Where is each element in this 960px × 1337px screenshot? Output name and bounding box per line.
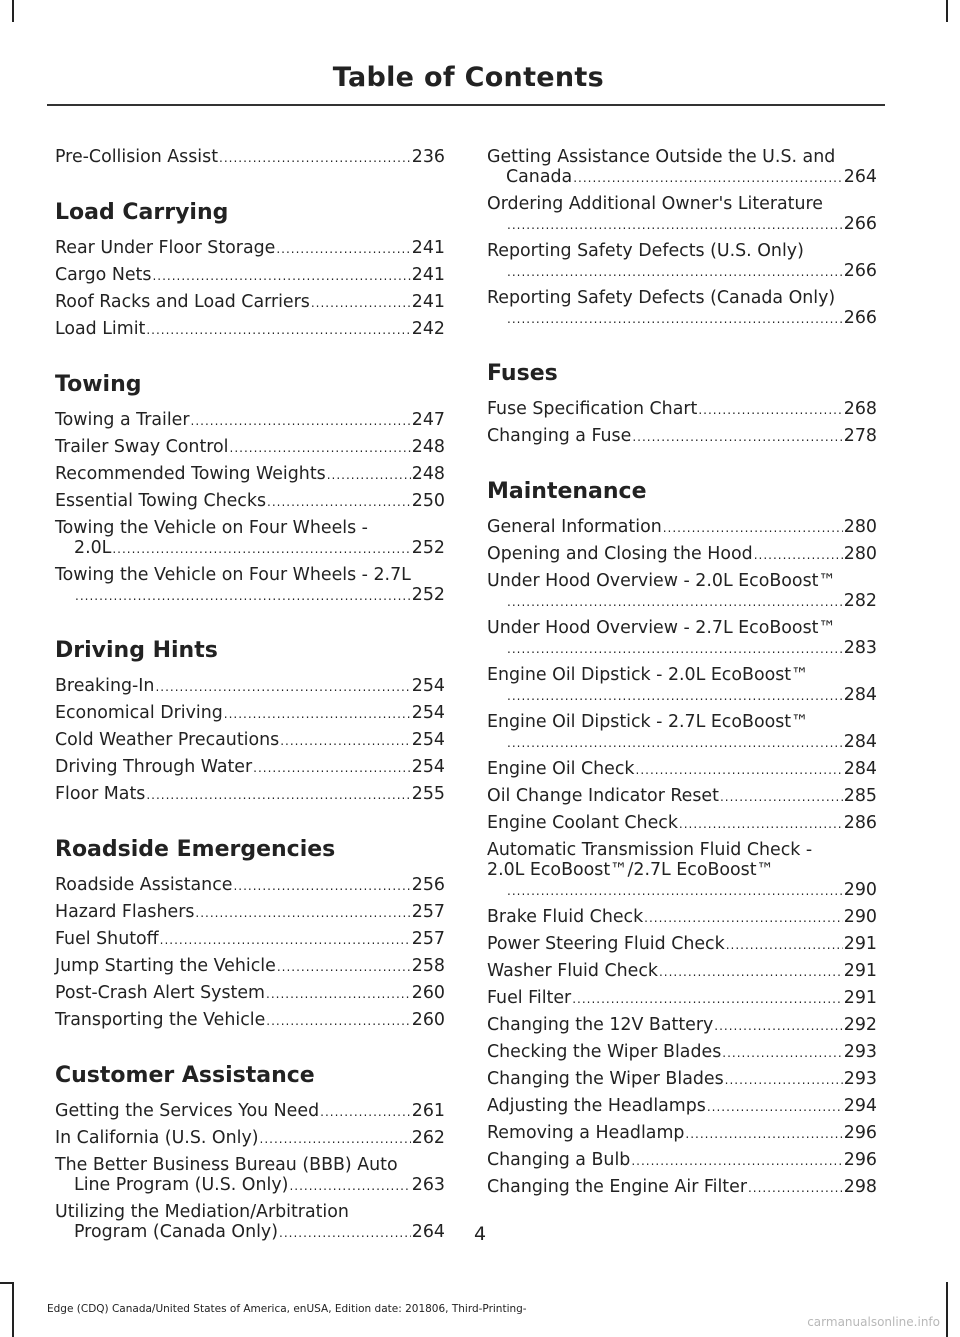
toc-page-number: 292 [843, 1015, 877, 1035]
dot-leader [748, 1178, 843, 1198]
toc-right-column [487, 147, 877, 1204]
toc-entry-title-line: Load Limit [55, 319, 146, 339]
toc-page-number: 262 [411, 1128, 445, 1148]
toc-entry-title-line: Breaking-In [55, 676, 155, 696]
toc-entry-title-line: Engine Oil Dipstick - 2.0L EcoBoost™ [487, 665, 809, 685]
dot-leader [277, 957, 411, 977]
crop-mark-top-left-vertical [12, 0, 14, 22]
dot-leader [191, 411, 411, 431]
section-heading: Load Carrying [55, 200, 229, 225]
toc-entry-title-line: Recommended Towing Weights [55, 464, 326, 484]
toc-page-number: 268 [843, 399, 877, 419]
toc-page-number: 290 [843, 880, 877, 900]
toc-entry[interactable] [487, 571, 877, 612]
toc-entry-title-line: Pre-Collision Assist [55, 147, 219, 167]
dot-leader [725, 1070, 843, 1090]
toc-page-number: 236 [411, 147, 445, 167]
toc-page-number: 296 [843, 1123, 877, 1143]
toc-entry[interactable] [487, 1150, 877, 1171]
toc-page-number: 266 [843, 214, 877, 234]
toc-entry-title-line: Program (Canada Only) [74, 1222, 279, 1242]
toc-entry-title-line: Engine Oil Dipstick - 2.7L EcoBoost™ [487, 712, 809, 732]
toc-entry[interactable] [487, 934, 877, 955]
toc-page-number: 293 [843, 1042, 877, 1062]
dot-leader [112, 539, 410, 559]
toc-page-number: 294 [843, 1096, 877, 1116]
toc-entry-title-line: Engine Oil Check [487, 759, 635, 779]
toc-entry-title-line: Towing the Vehicle on Four Wheels - 2.7L [55, 565, 411, 585]
toc-page-number: 284 [843, 685, 877, 705]
dot-leader [573, 168, 843, 188]
dot-leader [289, 1176, 410, 1196]
toc-page-number: 264 [411, 1222, 445, 1242]
toc-entry[interactable] [487, 1015, 877, 1036]
page-number: 4 [473, 1223, 487, 1245]
toc-entry[interactable] [55, 875, 445, 896]
toc-entry[interactable] [55, 956, 445, 977]
dot-leader [152, 266, 410, 286]
toc-page-number: 247 [411, 410, 445, 430]
toc-entry[interactable] [487, 399, 877, 420]
dot-leader [146, 785, 410, 805]
toc-entry-title-line: Reporting Safety Defects (Canada Only) [487, 288, 836, 308]
toc-page-number: 242 [411, 319, 445, 339]
toc-page-number: 257 [411, 929, 445, 949]
toc-entry[interactable] [55, 147, 445, 168]
toc-entry[interactable] [487, 288, 877, 329]
toc-page-number: 266 [843, 308, 877, 328]
dot-leader [631, 1151, 842, 1171]
toc-entry[interactable] [55, 1128, 445, 1149]
toc-entry[interactable] [55, 518, 445, 559]
toc-entry-title-line: Fuel Filter [487, 988, 572, 1008]
toc-page-number: 254 [411, 757, 445, 777]
toc-page-number: 296 [843, 1150, 877, 1170]
toc-entry-title-line: Oil Change Indicator Reset [487, 786, 719, 806]
dot-leader [507, 639, 843, 659]
toc-entry[interactable] [487, 618, 877, 659]
toc-entry-title-line: Brake Fluid Check [487, 907, 644, 927]
dot-leader [685, 1124, 842, 1144]
dot-leader [155, 677, 410, 697]
toc-entry-title-line: Canada [506, 167, 573, 187]
toc-entry[interactable] [487, 665, 877, 706]
toc-entry[interactable] [55, 703, 445, 724]
toc-entry-title-line: Rear Under Floor Storage [55, 238, 276, 258]
dot-leader [311, 293, 411, 313]
toc-page-number: 284 [843, 732, 877, 752]
toc-entry-title-line: Washer Fluid Check [487, 961, 658, 981]
toc-entry-title-line: In California (U.S. Only) [55, 1128, 259, 1148]
toc-entry[interactable] [55, 464, 445, 485]
toc-entry[interactable] [487, 813, 877, 834]
dot-leader [260, 1129, 411, 1149]
toc-entry-title-line: Opening and Closing the Hood [487, 544, 753, 564]
toc-left-column [55, 147, 445, 1249]
section-heading: Maintenance [487, 479, 647, 504]
toc-entry-title-line: Transporting the Vehicle [55, 1010, 266, 1030]
toc-entry-title-line: Cold Weather Precautions [55, 730, 280, 750]
toc-entry[interactable] [487, 1096, 877, 1117]
toc-page-number: 291 [843, 988, 877, 1008]
toc-entry[interactable] [55, 491, 445, 512]
toc-page-number: 290 [843, 907, 877, 927]
toc-entry-title-line: Cargo Nets [55, 265, 152, 285]
toc-page-number: 241 [411, 265, 445, 285]
footer-edition-text: Edge (CDQ) Canada/United States of America, enUSA, Edition date: 201806, Third-Printing- [47, 1303, 527, 1315]
dot-leader [754, 545, 843, 565]
dot-leader [507, 262, 843, 282]
dot-leader [195, 903, 410, 923]
dot-leader [507, 686, 843, 706]
toc-entry-title-line: Towing a Trailer [55, 410, 190, 430]
dot-leader [507, 733, 843, 753]
toc-entry[interactable] [55, 565, 445, 606]
toc-page-number: 250 [411, 491, 445, 511]
toc-page-number: 264 [843, 167, 877, 187]
toc-page-number: 291 [843, 934, 877, 954]
dot-leader [507, 592, 843, 612]
dot-leader [267, 492, 411, 512]
dot-leader [280, 731, 411, 751]
toc-entry[interactable] [55, 410, 445, 431]
toc-entry[interactable] [487, 517, 877, 538]
dot-leader [572, 989, 843, 1009]
toc-entry-title-line: Post-Crash Alert System [55, 983, 265, 1003]
crop-mark-top-right-vertical [946, 0, 948, 22]
toc-entry-title-line: Fuel Shutoff [55, 929, 159, 949]
dot-leader [507, 215, 843, 235]
toc-entry[interactable] [487, 759, 877, 780]
dot-leader [720, 787, 843, 807]
toc-entry-title-line: Towing the Vehicle on Four Wheels - [55, 518, 368, 538]
toc-page-number: 284 [843, 759, 877, 779]
toc-entry[interactable] [55, 730, 445, 751]
toc-entry-title-line: Automatic Transmission Fluid Check - [487, 840, 813, 860]
dot-leader [679, 814, 843, 834]
toc-entry[interactable] [55, 437, 445, 458]
toc-page-number: 286 [843, 813, 877, 833]
toc-page-number: 260 [411, 983, 445, 1003]
dot-leader [722, 1043, 843, 1063]
toc-page-number: 248 [411, 437, 445, 457]
section-heading: Towing [55, 372, 142, 397]
toc-entry[interactable] [55, 292, 445, 313]
toc-entry-title-line: Power Steering Fluid Check [487, 934, 725, 954]
dot-leader [233, 876, 410, 896]
toc-entry-title-line: Jump Starting the Vehicle [55, 956, 276, 976]
toc-page-number: 254 [411, 676, 445, 696]
dot-leader [698, 400, 842, 420]
toc-entry-title-line: Floor Mats [55, 784, 146, 804]
toc-entry[interactable] [55, 902, 445, 923]
dot-leader [644, 908, 843, 928]
toc-entry-title-line: Ordering Additional Owner's Literature [487, 194, 823, 214]
toc-entry[interactable] [487, 786, 877, 807]
toc-page-number: 280 [843, 544, 877, 564]
dot-leader [327, 465, 411, 485]
toc-entry-title-line: Changing the Wiper Blades [487, 1069, 724, 1089]
watermark-text: carmanualsonline.info [807, 1315, 940, 1329]
dot-leader [75, 586, 411, 606]
toc-page-number: 258 [411, 956, 445, 976]
toc-page-number: 254 [411, 703, 445, 723]
toc-entry[interactable] [487, 426, 877, 447]
toc-entry[interactable] [487, 1177, 877, 1198]
section-heading: Driving Hints [55, 638, 218, 663]
dot-leader [714, 1016, 843, 1036]
dot-leader [146, 320, 410, 340]
toc-entry[interactable] [55, 676, 445, 697]
dot-leader [659, 962, 843, 982]
toc-entry[interactable] [487, 1123, 877, 1144]
toc-entry-title-line: Utilizing the Mediation/Arbitration [55, 1202, 349, 1222]
toc-entry[interactable] [55, 983, 445, 1004]
toc-page-number: 298 [843, 1177, 877, 1197]
toc-entry[interactable] [487, 1042, 877, 1063]
toc-entry-title-line: Adjusting the Headlamps [487, 1096, 706, 1116]
toc-page-number: 278 [843, 426, 877, 446]
toc-entry[interactable] [487, 1069, 877, 1090]
toc-page-number: 291 [843, 961, 877, 981]
dot-leader [230, 438, 411, 458]
section-heading: Customer Assistance [55, 1063, 315, 1088]
toc-entry-title-line: Reporting Safety Defects (U.S. Only) [487, 241, 804, 261]
toc-entry-title-line: Trailer Sway Control [55, 437, 229, 457]
section-heading: Roadside Emergencies [55, 837, 336, 862]
toc-entry-title-line: The Better Business Bureau (BBB) Auto [55, 1155, 398, 1175]
dot-leader [707, 1097, 843, 1117]
dot-leader [160, 930, 411, 950]
section-heading: Fuses [487, 361, 558, 386]
toc-entry[interactable] [55, 784, 445, 805]
toc-entry[interactable] [487, 544, 877, 565]
toc-page-number: 263 [411, 1175, 445, 1195]
toc-entry-title-line: Engine Coolant Check [487, 813, 678, 833]
toc-entry[interactable] [487, 988, 877, 1009]
toc-page-number: 280 [843, 517, 877, 537]
toc-page-number: 252 [411, 538, 445, 558]
toc-entry-title-line: Under Hood Overview - 2.0L EcoBoost™ [487, 571, 836, 591]
toc-page-number: 282 [843, 591, 877, 611]
toc-entry-title-line: Under Hood Overview - 2.7L EcoBoost™ [487, 618, 836, 638]
toc-entry[interactable] [487, 907, 877, 928]
toc-entry[interactable] [487, 147, 877, 188]
toc-entry-title-line: General Information [487, 517, 662, 537]
toc-entry-title-line: Getting the Services You Need [55, 1101, 320, 1121]
dot-leader [663, 518, 843, 538]
dot-leader [219, 148, 411, 168]
dot-leader [224, 704, 411, 724]
toc-entry[interactable] [55, 1010, 445, 1031]
toc-entry-title-line: Hazard Flashers [55, 902, 195, 922]
toc-entry[interactable] [55, 319, 445, 340]
toc-page-number: 293 [843, 1069, 877, 1089]
toc-entry-title-line: Changing a Bulb [487, 1150, 631, 1170]
toc-entry-title-line: 2.0L EcoBoost™/2.7L EcoBoost™ [487, 860, 774, 880]
dot-leader [507, 309, 843, 329]
toc-entry-title-line: Essential Towing Checks [55, 491, 267, 511]
dot-leader [276, 239, 410, 259]
toc-entry-title-line: Checking the Wiper Blades [487, 1042, 722, 1062]
toc-entry[interactable] [55, 929, 445, 950]
toc-page-number: 266 [843, 261, 877, 281]
dot-leader [320, 1102, 411, 1122]
toc-page-number: 241 [411, 292, 445, 312]
dot-leader [266, 984, 411, 1004]
toc-entry-title-line: Roof Racks and Load Carriers [55, 292, 310, 312]
toc-entry-title-line: Changing the Engine Air Filter [487, 1177, 747, 1197]
dot-leader [636, 760, 843, 780]
toc-entry-title-line: Fuse Specification Chart [487, 399, 698, 419]
toc-entry-title-line: Removing a Headlamp [487, 1123, 685, 1143]
dot-leader [253, 758, 411, 778]
toc-page-number: 283 [843, 638, 877, 658]
toc-entry[interactable] [487, 241, 877, 282]
toc-entry-title-line: Changing the 12V Battery [487, 1015, 714, 1035]
toc-entry[interactable] [55, 1155, 445, 1196]
toc-entry[interactable] [55, 265, 445, 286]
dot-leader [726, 935, 843, 955]
toc-entry-title-line: Economical Driving [55, 703, 223, 723]
crop-mark-bottom-right-vertical [946, 1282, 948, 1337]
toc-entry-title-line: Line Program (U.S. Only) [74, 1175, 289, 1195]
crop-mark-bottom-left-vertical [12, 1282, 14, 1337]
dot-leader [266, 1011, 411, 1031]
toc-entry[interactable] [487, 712, 877, 753]
dot-leader [632, 427, 842, 447]
toc-page-number: 257 [411, 902, 445, 922]
toc-page-number: 254 [411, 730, 445, 750]
toc-entry-title-line: 2.0L [74, 538, 112, 558]
toc-page-number: 285 [843, 786, 877, 806]
toc-entry[interactable] [487, 840, 877, 901]
dot-leader [507, 881, 843, 901]
toc-entry[interactable] [55, 1101, 445, 1122]
toc-page-number: 261 [411, 1101, 445, 1121]
page-title: Table of Contents [332, 62, 604, 93]
toc-entry-title-line: Driving Through Water [55, 757, 253, 777]
toc-page-number: 252 [411, 585, 445, 605]
toc-entry[interactable] [55, 757, 445, 778]
toc-page-number: 248 [411, 464, 445, 484]
toc-entry[interactable] [487, 194, 877, 235]
toc-page-number: 255 [411, 784, 445, 804]
crop-mark-bottom-left-horizontal [0, 1282, 14, 1284]
toc-entry[interactable] [55, 238, 445, 259]
toc-page-number: 256 [411, 875, 445, 895]
toc-entry-title-line: Roadside Assistance [55, 875, 233, 895]
toc-page-number: 260 [411, 1010, 445, 1030]
toc-entry[interactable] [487, 961, 877, 982]
toc-entry-title-line: Getting Assistance Outside the U.S. and [487, 147, 836, 167]
title-divider [47, 104, 885, 106]
toc-entry-title-line: Changing a Fuse [487, 426, 632, 446]
toc-page-number: 241 [411, 238, 445, 258]
